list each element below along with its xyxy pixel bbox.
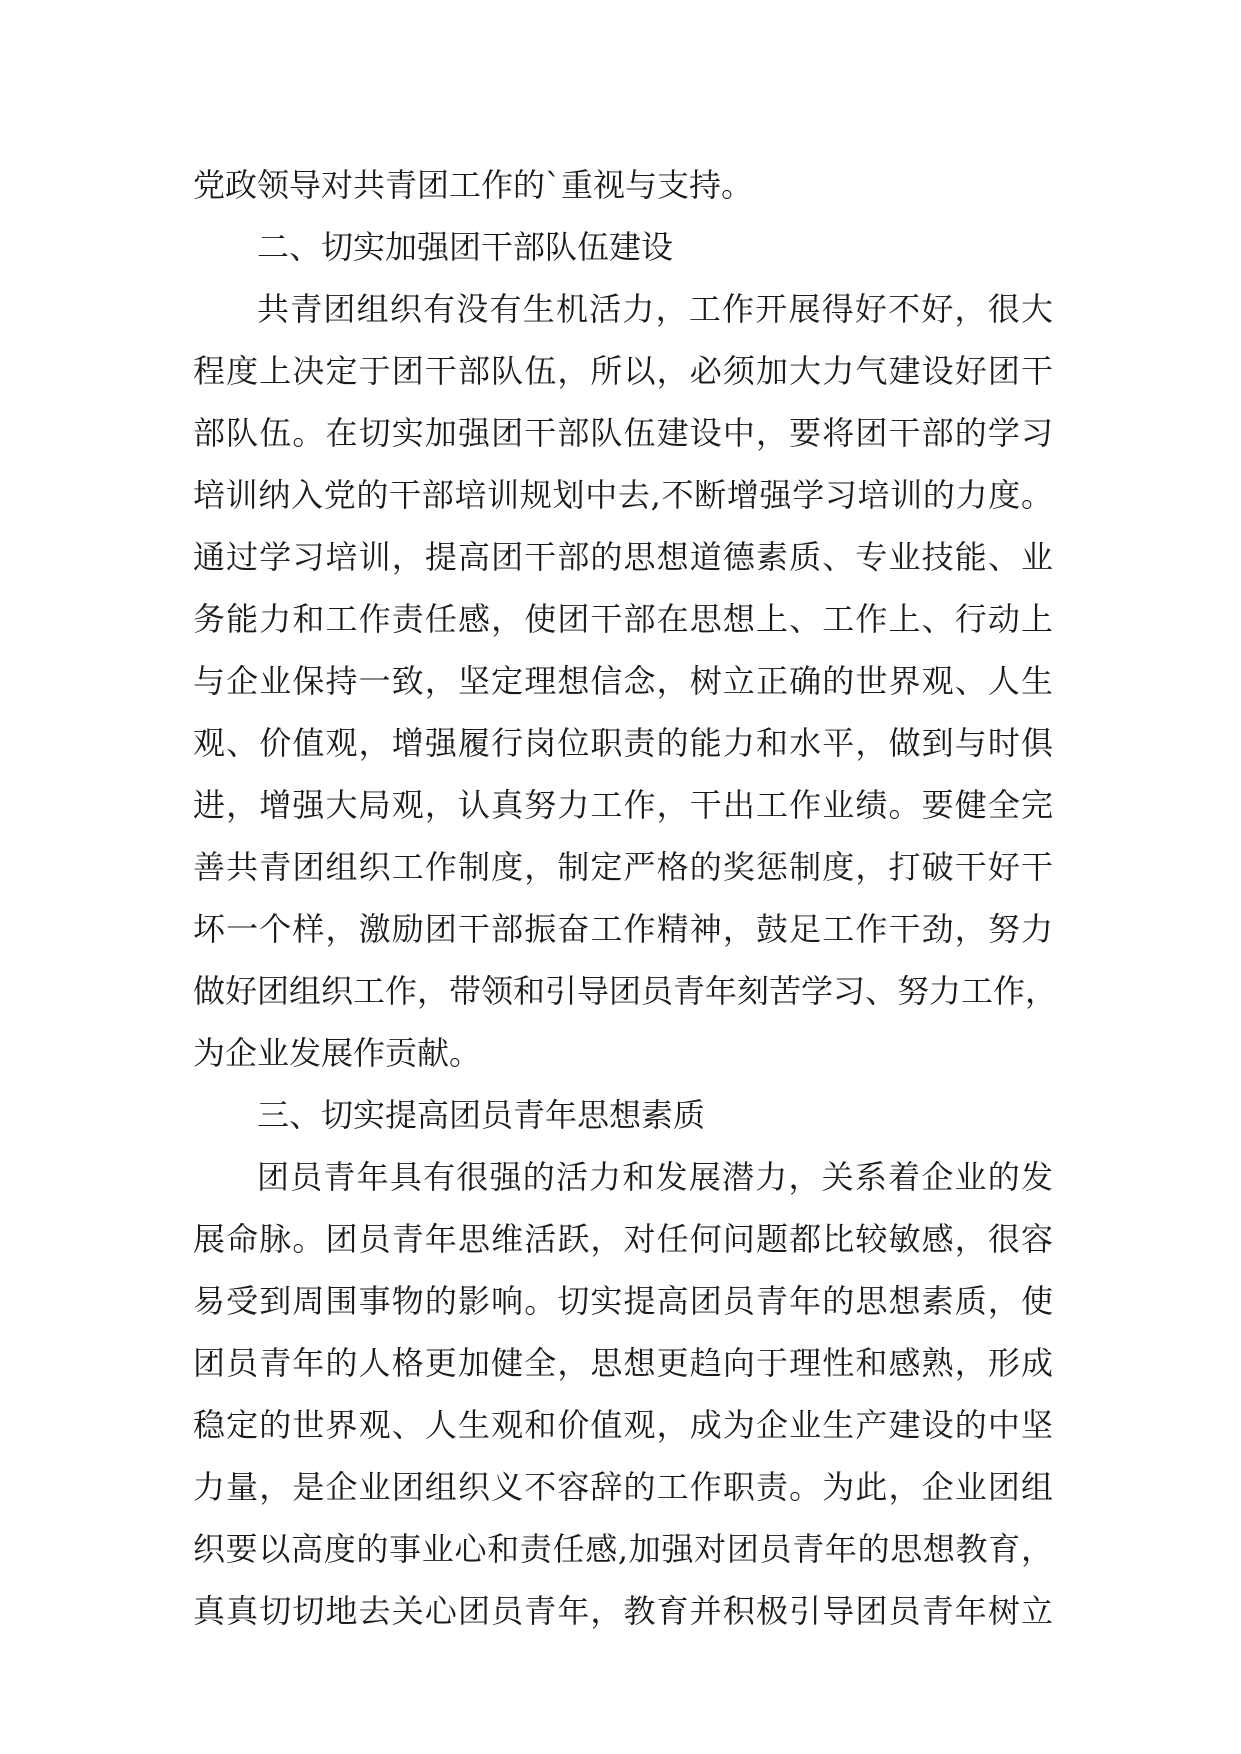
- section-heading: 三、切实提高团员青年思想素质: [257, 1096, 706, 1134]
- text-line: 与企业保持一致，坚定理想信念，树立正确的世界观、人生: [193, 662, 1053, 700]
- text-line: 稳定的世界观、人生观和价值观，成为企业生产建设的中坚: [193, 1406, 1053, 1444]
- text-line: 观、价值观，增强履行岗位职责的能力和水平，做到与时俱: [193, 724, 1053, 762]
- text-line: 为企业发展作贡献。: [193, 1034, 482, 1072]
- text-line: 易受到周围事物的影响。切实提高团员青年的思想素质，使: [193, 1282, 1053, 1320]
- text-line: 善共青团组织工作制度，制定严格的奖惩制度，打破干好干: [193, 848, 1053, 886]
- text-line: 团员青年的人格更加健全，思想更趋向于理性和感熟，形成: [193, 1344, 1053, 1382]
- text-line: 党政领导对共青团工作的`重视与支持。: [193, 166, 754, 204]
- text-line: 培训纳入党的干部培训规划中去,不断增强学习培训的力度。: [193, 476, 1053, 514]
- text-line: 做好团组织工作，带领和引导团员青年刻苦学习、努力工作，: [193, 972, 1058, 1010]
- section-heading: 二、切实加强团干部队伍建设: [257, 228, 674, 266]
- text-line: 展命脉。团员青年思维活跃，对任何问题都比较敏感，很容: [193, 1220, 1053, 1258]
- text-line: 程度上决定于团干部队伍，所以，必须加大力气建设好团干: [193, 352, 1053, 390]
- text-line: 力量，是企业团组织义不容辞的工作职责。为此，企业团组: [193, 1468, 1053, 1506]
- paragraph-first-line: 团员青年具有很强的活力和发展潜力，关系着企业的发: [257, 1158, 1053, 1196]
- text-line: 通过学习培训，提高团干部的思想道德素质、专业技能、业: [193, 538, 1053, 576]
- text-line: 进，增强大局观，认真努力工作，干出工作业绩。要健全完: [193, 786, 1053, 824]
- text-line: 务能力和工作责任感，使团干部在思想上、工作上、行动上: [193, 600, 1053, 638]
- text-line: 坏一个样，激励团干部振奋工作精神，鼓足工作干劲，努力: [193, 910, 1053, 948]
- text-line: 部队伍。在切实加强团干部队伍建设中，要将团干部的学习: [193, 414, 1053, 452]
- paragraph-first-line: 共青团组织有没有生机活力，工作开展得好不好，很大: [257, 290, 1053, 328]
- text-line: 真真切切地去关心团员青年，教育并积极引导团员青年树立: [193, 1592, 1053, 1630]
- text-line: 织要以高度的事业心和责任感,加强对团员青年的思想教育，: [193, 1530, 1053, 1568]
